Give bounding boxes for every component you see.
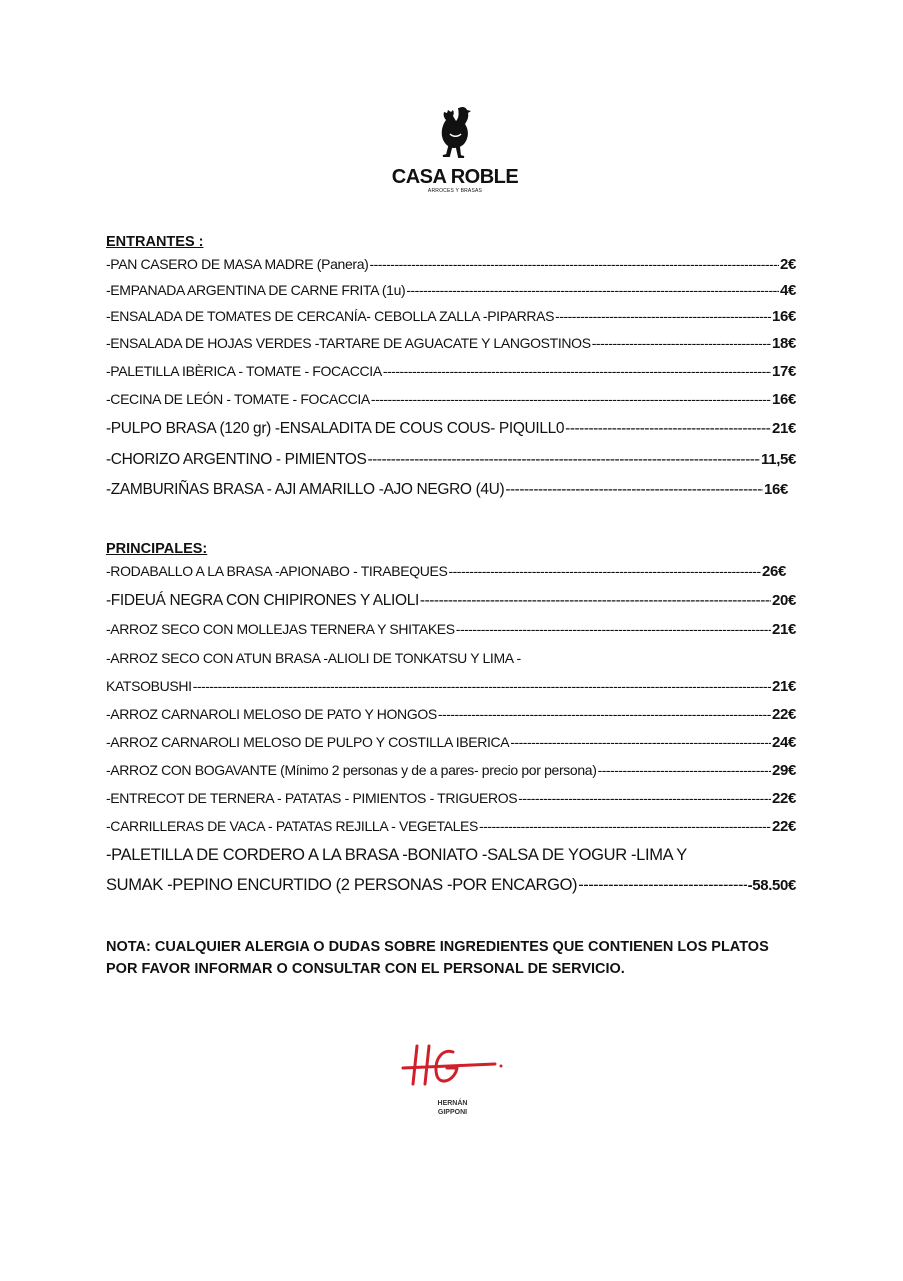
menu-item [106, 481, 788, 511]
item-price: 16€ [772, 391, 796, 408]
leader [383, 363, 771, 379]
menu-item [106, 762, 796, 790]
menu-item [106, 308, 796, 335]
leader [518, 790, 771, 806]
item-price: 22€ [772, 818, 796, 835]
item-price: -58.50€ [747, 877, 796, 894]
menu-item-line1 [106, 846, 796, 876]
section-title: ENTRANTES : [106, 234, 204, 250]
leader [479, 818, 771, 834]
signature-line2: GIPPONI [437, 1109, 468, 1116]
item-name: -CARRILLERAS DE VACA - PATATAS REJILLA - VEGETALES [106, 818, 479, 834]
item-price: 21€ [772, 420, 796, 437]
leader [456, 621, 771, 637]
item-name: -PALETILLA DE CORDERO A LA BRASA -BONIATO -SALSA DE YOGUR -LIMA Y [106, 846, 687, 864]
menu-item [106, 818, 796, 846]
leader [555, 308, 771, 324]
item-price: 21€ [772, 621, 796, 638]
leader [592, 335, 771, 351]
menu-item [106, 256, 796, 282]
item-price: 21€ [772, 678, 796, 695]
principales-section [106, 541, 796, 906]
leader [438, 706, 771, 722]
item-name: SUMAK -PEPINO ENCURTIDO (2 PERSONAS -POR ENCARGO) [106, 876, 578, 894]
leader [565, 420, 771, 438]
item-name: -ARROZ CON BOGAVANTE (Mínimo 2 personas y de a pares- precio por persona) [106, 762, 597, 778]
item-name: -PAN CASERO DE MASA MADRE (Panera) [106, 256, 369, 272]
item-price: 22€ [772, 790, 796, 807]
signature-line1: HERNÁN [437, 1100, 468, 1107]
leader [598, 762, 771, 778]
leader [578, 876, 746, 895]
item-price: 24€ [772, 734, 796, 751]
menu-item [106, 592, 796, 621]
menu-item [106, 621, 796, 650]
section-title: PRINCIPALES: [106, 541, 208, 557]
item-name: -ENSALADA DE TOMATES DE CERCANÍA- CEBOLLA ZALLA -PIPARRAS [106, 308, 555, 324]
item-name: -ARROZ SECO CON ATUN BRASA -ALIOLI DE TONKATSU Y LIMA - [106, 650, 521, 666]
menu-item [106, 282, 796, 308]
item-name: -ARROZ SECO CON MOLLEJAS TERNERA Y SHITAKES [106, 621, 455, 637]
item-name: -FIDEUÁ NEGRA CON CHIPIRONES Y ALIOLI [106, 592, 419, 609]
item-name: -ENSALADA DE HOJAS VERDES -TARTARE DE AGUACATE Y LANGOSTINOS [106, 335, 591, 351]
item-price: 4€ [780, 282, 796, 299]
item-name: -CECINA DE LEÓN - TOMATE - FOCACCIA [106, 391, 370, 407]
menu-item [106, 363, 796, 391]
item-name: -PULPO BRASA (120 gr) -ENSALADITA DE COUS COUS- PIQUILL0 [106, 420, 565, 437]
menu-item [106, 451, 796, 481]
menu-item [106, 563, 786, 592]
item-name: -RODABALLO A LA BRASA -APIONABO - TIRABEQUES [106, 563, 448, 579]
hg-signature-icon [395, 1040, 510, 1090]
leader [371, 391, 771, 407]
item-price: 2€ [780, 256, 796, 273]
item-name: -ARROZ CARNAROLI MELOSO DE PATO Y HONGOS [106, 706, 437, 722]
leader [367, 451, 760, 469]
hernan-gipponi-logo [395, 1040, 510, 1117]
item-price: 18€ [772, 335, 796, 352]
menu-item [106, 734, 796, 762]
menu-item-line1 [106, 650, 796, 678]
leader [406, 282, 779, 298]
item-price: 17€ [772, 363, 796, 380]
item-price: 20€ [772, 592, 796, 609]
item-price: 16€ [764, 481, 788, 498]
item-name: KATSOBUSHI [106, 678, 192, 694]
leader [448, 563, 761, 579]
leader [193, 678, 771, 694]
menu-item [106, 790, 796, 818]
item-price: 26€ [762, 563, 786, 580]
item-name: -PALETILLA IBÈRICA - TOMATE - FOCACCIA [106, 363, 382, 379]
menu-item [106, 876, 796, 906]
item-price: 22€ [772, 706, 796, 723]
rooster-icon [433, 104, 477, 164]
leader [505, 481, 763, 499]
menu-item [106, 335, 796, 363]
brand-name: CASA ROBLE [391, 166, 519, 188]
casa-roble-logo [380, 104, 530, 194]
item-name: -EMPANADA ARGENTINA DE CARNE FRITA (1u) [106, 282, 406, 298]
item-price: 11,5€ [761, 451, 796, 468]
menu-item [106, 420, 796, 451]
entrantes-section [106, 234, 796, 511]
menu-item [106, 391, 796, 420]
menu-item [106, 706, 796, 734]
item-name: -CHORIZO ARGENTINO - PIMIENTOS [106, 451, 367, 468]
item-name: -ZAMBURIÑAS BRASA - AJI AMARILLO -AJO NEGRO (4U) [106, 481, 505, 498]
brand-tagline: ARROCES Y BRASAS [427, 188, 483, 194]
item-price: 16€ [772, 308, 796, 325]
leader [510, 734, 771, 750]
menu-item [106, 678, 796, 706]
item-name: -ARROZ CARNAROLI MELOSO DE PULPO Y COSTILLA IBERICA [106, 734, 510, 750]
item-name: -ENTRECOT DE TERNERA - PATATAS - PIMIENTOS - TRIGUEROS [106, 790, 518, 806]
allergy-note: NOTA: CUALQUIER ALERGIA O DUDAS SOBRE INGREDIENTES QUE CONTIENEN LOS PLATOS POR FAVOR INFORMAR O CONSULTAR CON EL PERSONAL DE SERVICIO. [106, 939, 769, 977]
leader [420, 592, 771, 610]
item-price: 29€ [772, 762, 796, 779]
leader [369, 256, 779, 272]
